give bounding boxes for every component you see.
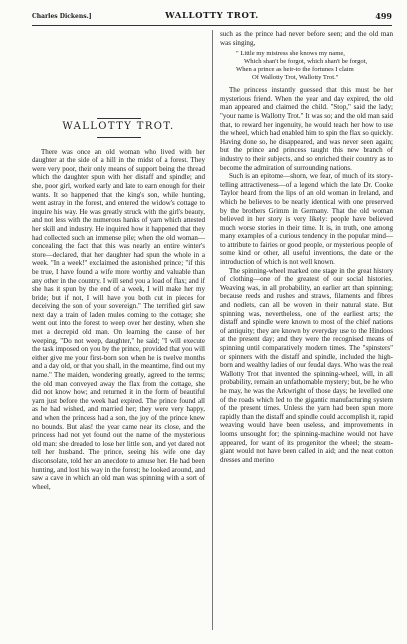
verse-line: Which shan't be forgot, which shan't be forgot, (244, 58, 368, 66)
body-paragraph-continued: such as the prince had never before seen; and the old man was singing, (220, 30, 393, 47)
left-column (32, 30, 205, 491)
running-header (32, 11, 392, 25)
body-paragraph: The spinning-wheel marked one stage in the great history of clothing—one of the greatest of our social histories. Weaving was, in all probability, an earlier art than spinning; because reeds and rushes and straws, filaments and fibres and nodlets, can all be woven in their natural state. But spinning was, nevertheless, one of the earliest arts; the distaff and spindle were known to most of the chief nations of antiquity; they are known by everyday use to the Hindoos at the present day; and they were the recognised means of spinning until comparatively modern times. The "spinsters" or spinners with the distaff and spindle, included the high-born and wealthy ladies of our feudal days. Who was the real Wallotty Trot that invented the spinning-wheel, will, in all probability, remain an unfathomable mystery; but, be he who he may, he was the Arkwright of those days; he levelled one of the roads which led to the gigantic manufacturing system of the present times. Unless the yarn had been spun more rapidly than the distaff and spindle could accomplish it, rapid weaving would have been useless, and improvements in looms unsought for; the spinning-machine would not have appeared, for want of its progenitor the wheel; the steam-giant would not have been called in aid; and the neat cotton dresses and merino (220, 266, 393, 464)
title-rule-top (97, 118, 141, 119)
right-column (220, 30, 393, 464)
verse (236, 50, 393, 82)
header-attribution: Charles Dickens.] (32, 13, 92, 20)
article-title: WALLOTTY TROT. (62, 121, 175, 132)
page-number: 499 (375, 11, 392, 21)
article-title-block (32, 118, 205, 138)
body-paragraph: There was once an old woman who lived with her daughter at the side of a hill in the midst of a forest. They were very poor, their only means of support being the thread which the daughter spun with her distaff and spindle; and she, poor girl, worked early and late to earn enough for their wants. It so happened that the king's son, while hunting, went astray in the forest, and entered the widow's cottage to inquire his way. He was greatly struck with the girl's beauty, and not less with the numerous hanks of yarn which attested her skill and industry. He inquired how it happened that they had collected such an immense pile; when the old woman—concealing the fact that this was nearly an entire winter's store—declared, that her daughter had spun the whole in a week. "In a week!" exclaimed the astonished prince; "if this be true, I have found a wife more worthy and valuable than any other in the country. I will send you a load of flax; and if she has it spun by the end of a week, I will make her my bride; but if not, I will have you both cut in pieces for deceiving the son of your sovereign." The terrified girl saw next day a train of laden mules coming to the cottage; she went out into the forest to weep over her destiny, when she met a decrepid old man. On learning the cause of her weeping, "Do not weep, daughter," he said; "I will execute the task imposed on you by the prince, provided that you will either give me your first-born son when he is twelve months and a day old, or that you shall, in the meantime, find out my name." The maiden, wondering greatly, agreed to the terms; the old man conveyed away the flax from the cottage, she did not know how; and returned it in the form of beautiful yarn just before the week had expired. The prince found all as he had wished, and married her; they were very happy, and when the princess had a son, the joy of the prince knew no bounds. But alas! the year came near its close, and the princess had not yet found out the name of the mysterious old man: she dreaded to lose her little son, and yet dared not tell her husband. The prince, seeing his wife one day disconsolate, told her an anecdote to amuse her. He had been hunting, and lost his way in the forest; he looked around, and saw a cave in which an old man was spinning with a sort of wheel, (32, 147, 206, 491)
title-rule-bottom (97, 137, 141, 138)
body-paragraph: The princess instantly guessed that this must be her mysterious friend. When the year and day expired, the old man appeared and claimed the child. "Stop," said the lady; "your name is Wallotty Trot." It was so; and the old man said that, to reward her ingenuity, he would teach her how to use the wheel, which had enabled him to spin the flax so quickly. Having done so, he disappeared, and was never seen again; but the prince and princess taught this new branch of industry to their subjects, and so enriched their country as to become the admiration of surrounding nations. (220, 86, 393, 172)
verse-line: Of Wallotty Trot, Wallotty Trot." (252, 74, 339, 82)
verse-line: When a prince as heir-to the fortunes I claim (236, 66, 354, 74)
header-rule (32, 25, 392, 26)
body-paragraph: Such is an epitome—shorn, we fear, of much of its story-telling attractiveness—of a legend which the late Dr. Cooke Taylor heard from the lips of an old woman in Ireland, and which he believes to be nearly identical with one preserved by the brothers Grimm in Germany. That the old woman believed in her story is very likely: people have believed much worse stories in their time. It is, in truth, one among many examples of a curious tendency in the popular mind—to attribute to fairies or good people, or mysterious people of some kind or other, all useful inventions, the date or the introduction of which is not well known. (220, 172, 393, 267)
verse-line: " Little my mistress she knows my name, (236, 50, 345, 58)
column-divider (212, 30, 213, 630)
header-title: WALLOTTY TROT. (165, 11, 259, 21)
